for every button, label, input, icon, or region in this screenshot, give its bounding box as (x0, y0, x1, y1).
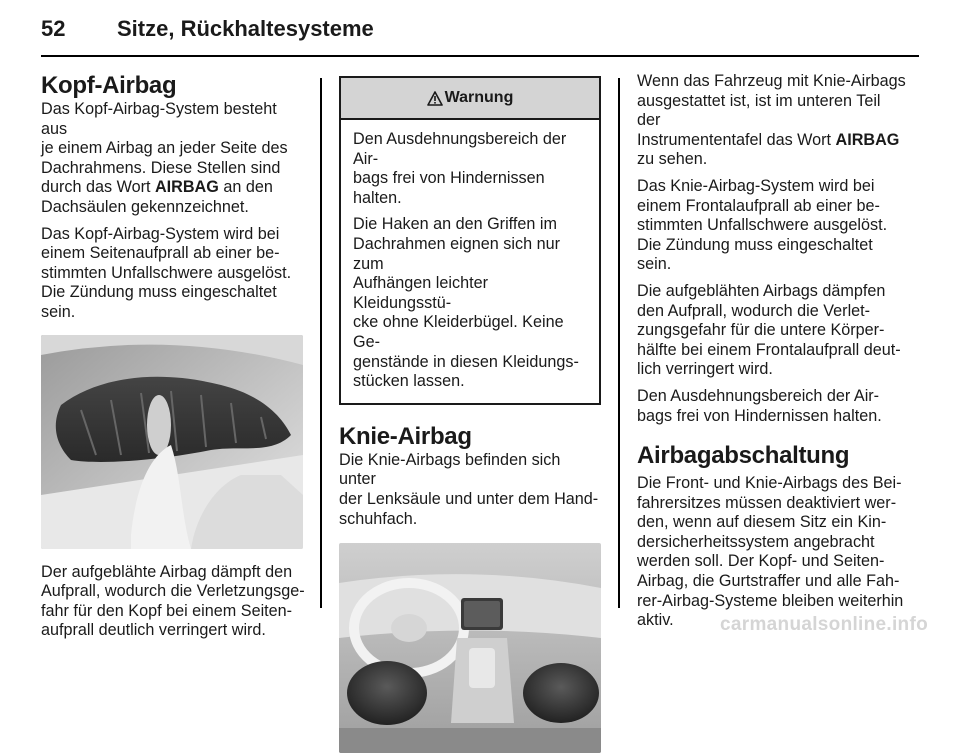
text-run: zu sehen. (637, 150, 708, 169)
warning-triangle-icon (427, 91, 443, 106)
page-header (0, 0, 960, 58)
heading-knie-airbag: Knie-Airbag (339, 422, 472, 450)
warning-box (339, 76, 601, 405)
column-divider-2 (618, 78, 620, 608)
paragraph-knie-3: Das Knie-Airbag-System wird bei einem Frontalaufprall ab einer be- stimmten Unfallschwere ausgelöst. Die Zündung muss eingeschaltet sein. (637, 176, 888, 274)
warning-paragraph-2: Die Haken an den Griffen im Dachrahmen eignen sich nur zum Aufhängen leichter Kleidungsstü- cke ohne Kleiderbügel. Keine Ge- genstände in diesen Kleidungs- stücken lassen. (353, 215, 579, 391)
text-run: Das Kopf-Airbag-System besteht aus je einem Airbag an jeder Seite des Dachrahmens. Diese Stellen sind durch das Wort (41, 100, 288, 197)
paragraph-abschaltung-1: Die Front- und Knie-Airbags des Bei- fahrersitzes müssen deaktiviert wer- den, wenn auf diesem Sitz ein Kin- dersicherheitssystem angebracht werden soll. Der Kopf- und Seiten- Airbag, die Gurtstraffer und alle Fah- rer-Airbag-Systeme bleiben weiterhin aktiv. (637, 474, 904, 630)
page-number: 52 (41, 16, 66, 41)
figure-caption: Der aufgeblähte Airbag dämpft den Aufprall, wodurch die Verletzungsge- fahr für den Kopf bei einem Seiten- aufprall deutlich verringert wird. (41, 562, 305, 640)
column-2 (339, 72, 601, 753)
warning-title: Warnung (444, 89, 514, 107)
airbag-keyword: AIRBAG (154, 178, 219, 197)
airbag-keyword: AIRBAG (835, 130, 900, 149)
paragraph-knie-4: Die aufgeblähten Airbags dämpfen den Aufprall, wodurch die Verlet- zungsgefahr für die untere Körper- hälfte bei einem Frontalaufprall deut- lich verringert wird. (637, 281, 901, 379)
warning-body (341, 120, 599, 403)
curtain-airbag-illustration (41, 335, 303, 549)
knee-airbag-image (339, 543, 601, 753)
paragraph-knie-5: Den Ausdehnungsbereich der Air- bags frei von Hindernissen halten. (637, 386, 882, 425)
column-divider-1 (320, 78, 322, 608)
text-run: an den Dachsäulen gekennzeichnet. (41, 178, 273, 216)
heading-airbagabschaltung: Airbagabschaltung (637, 442, 850, 470)
curtain-airbag-image (41, 335, 303, 549)
warning-header (341, 78, 599, 120)
paragraph-kopf-1 (41, 100, 305, 218)
column-1 (41, 72, 305, 648)
paragraph-knie-2 (637, 72, 907, 170)
text-run: Wenn das Fahrzeug mit Knie-Airbags ausgestattet ist, ist im unteren Teil der Instrumententafel das Wort (637, 72, 906, 149)
column-3 (637, 72, 907, 638)
paragraph-knie-1: Die Knie-Airbags befinden sich unter der Lenksäule und unter dem Hand- schuhfach. (339, 450, 599, 528)
paragraph-kopf-2: Das Kopf-Airbag-System wird bei einem Seitenaufprall ab einer be- stimmten Unfallschwere ausgelöst. Die Zündung muss eingeschaltet sein. (41, 224, 292, 321)
knee-airbag-illustration (339, 543, 601, 753)
running-title: Sitze, Rückhaltesysteme (117, 16, 374, 41)
warning-paragraph-1: Den Ausdehnungsbereich der Air- bags frei von Hindernissen halten. (353, 130, 567, 207)
watermark: carmanualsonline.info (720, 614, 928, 635)
header-rule (41, 55, 919, 57)
heading-kopf-airbag: Kopf-Airbag (41, 72, 177, 99)
